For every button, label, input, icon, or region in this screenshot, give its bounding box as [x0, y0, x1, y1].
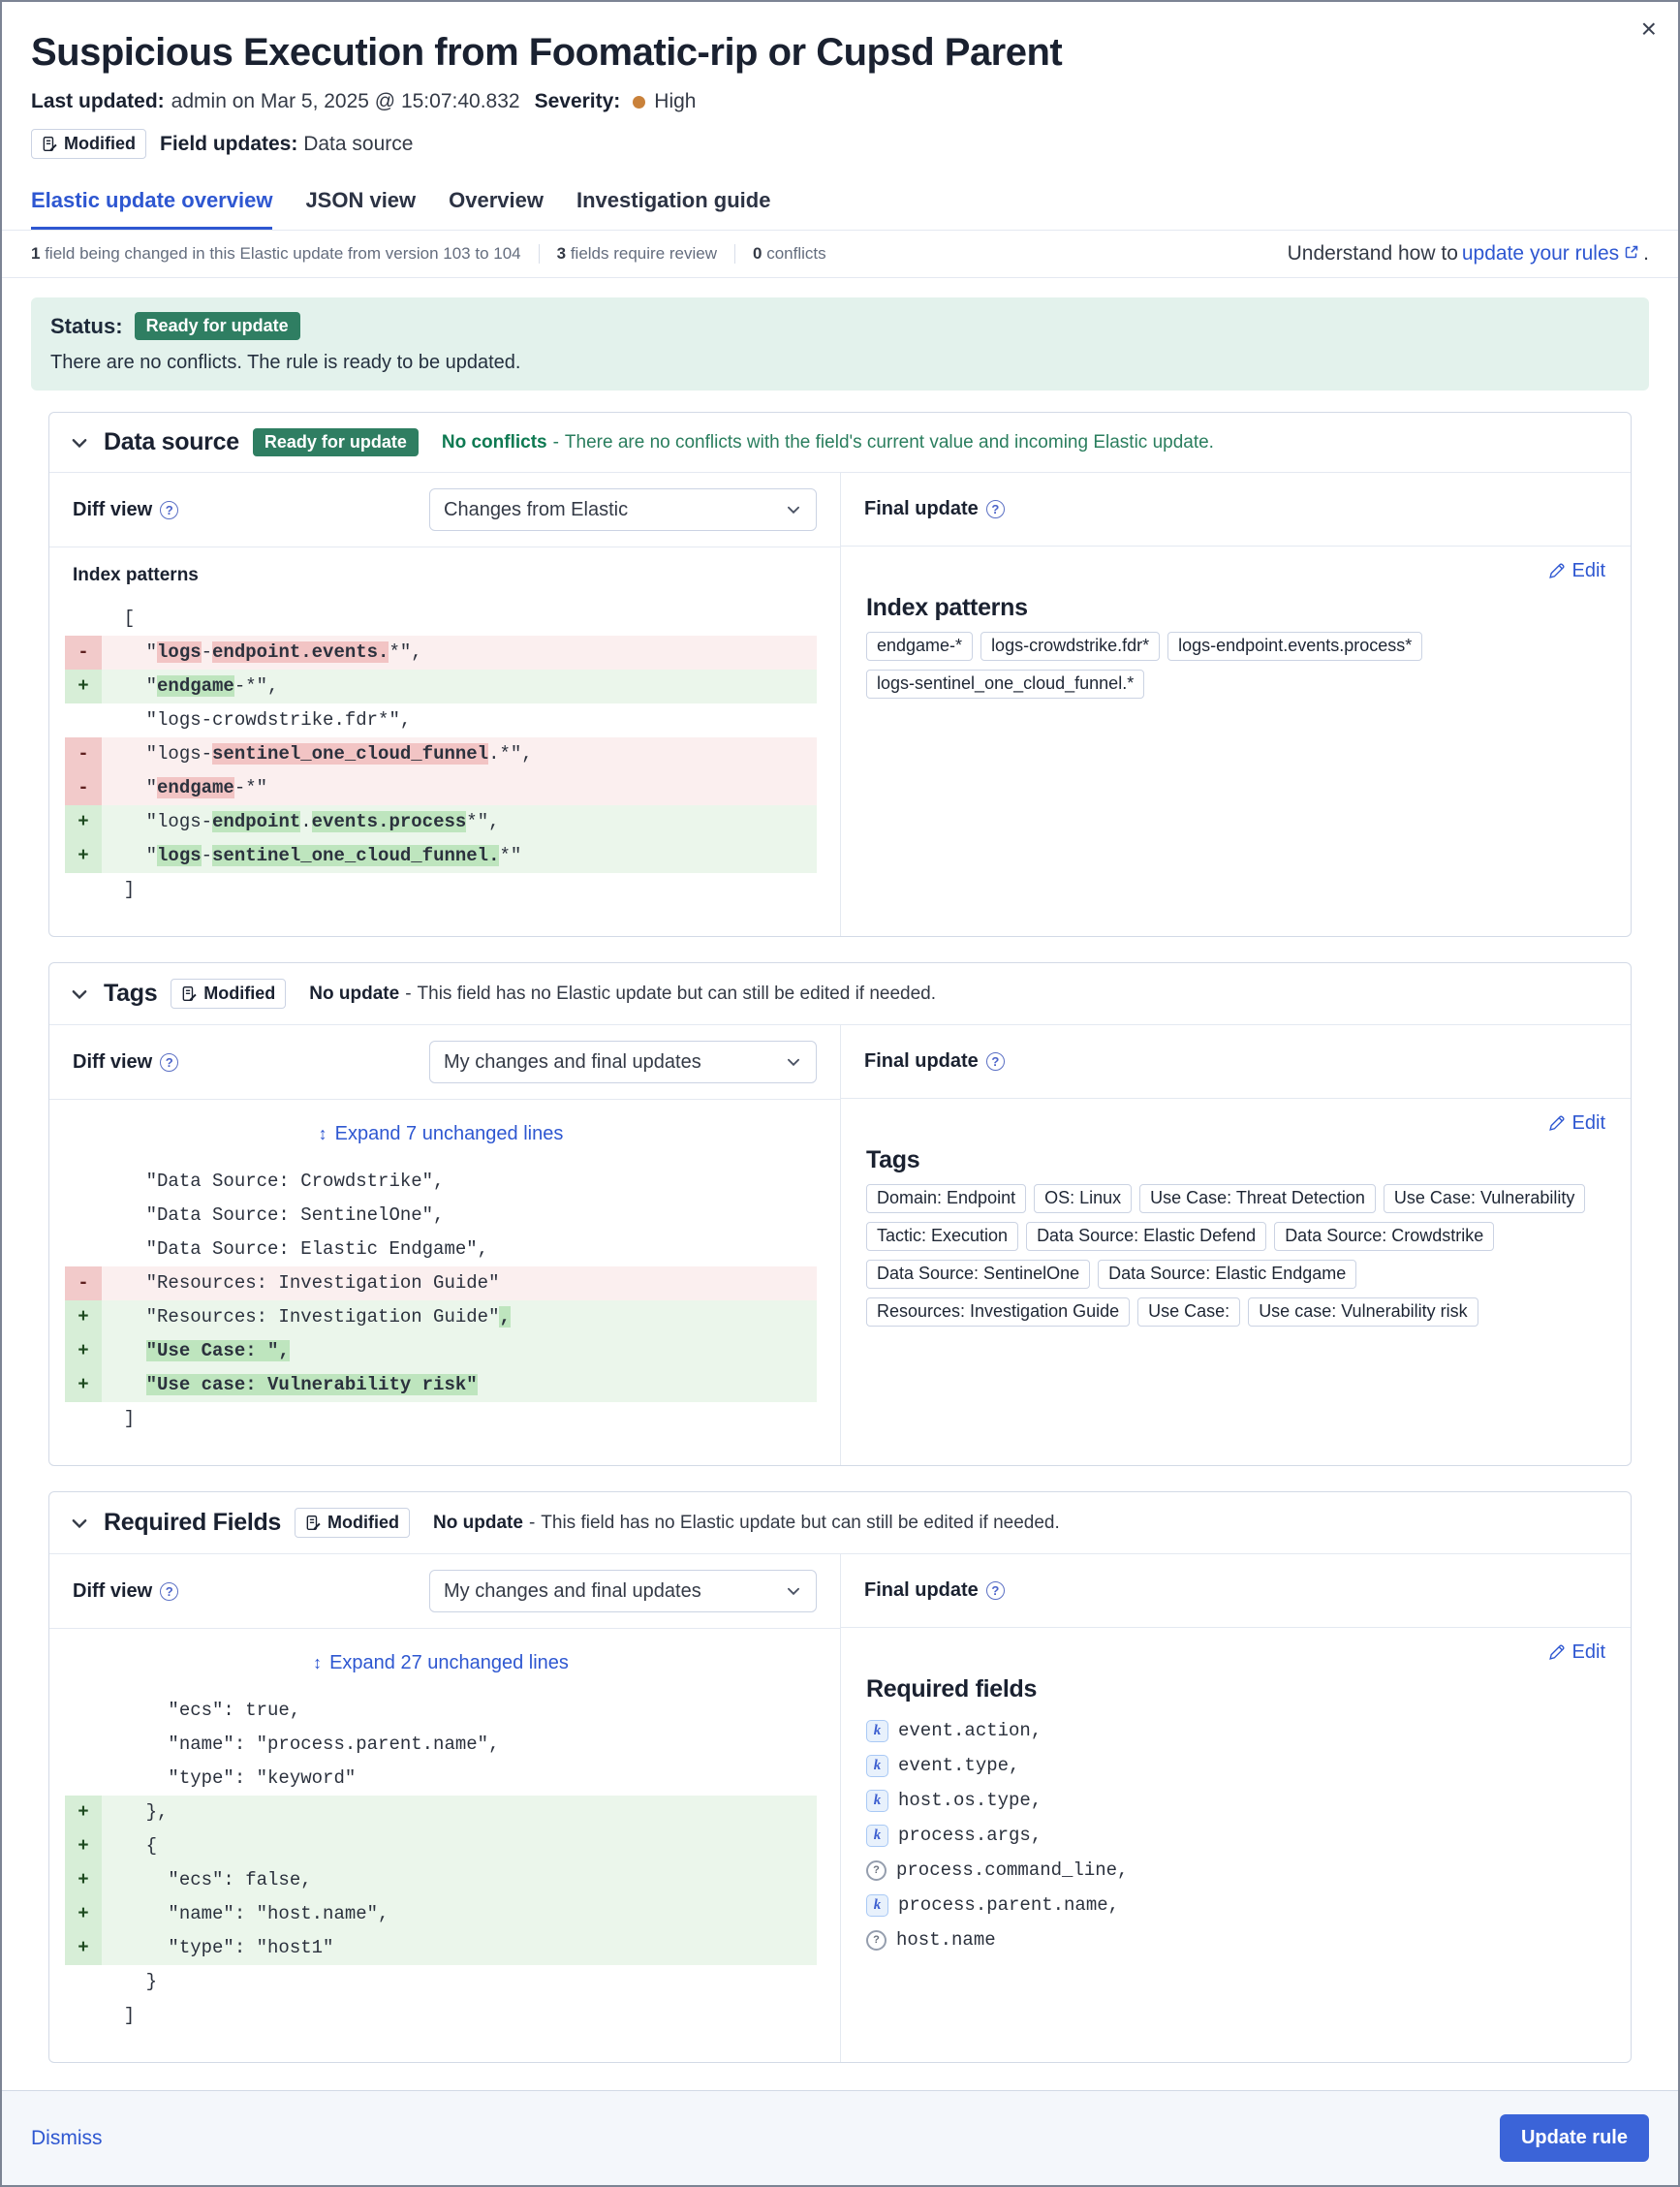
required-field-name: process.parent.name,: [898, 1894, 1120, 1916]
status-label: Status:: [50, 313, 123, 338]
index-pattern-badges: [866, 632, 1605, 699]
diff-code: "logs-sentinel_one_cloud_funnel.*": [102, 845, 522, 866]
index-pattern-badge: logs-crowdstrike.fdr*: [980, 632, 1160, 661]
section-data-source: [48, 412, 1632, 937]
tag-badge: Tactic: Execution: [866, 1222, 1018, 1251]
required-field-name: host.name: [896, 1929, 996, 1951]
expand-icon: ↕: [318, 1124, 327, 1143]
diff-code: {: [102, 1835, 158, 1857]
diff-gutter: -: [65, 771, 102, 805]
modified-doc-icon: [305, 1515, 322, 1531]
diff-line: [65, 1728, 817, 1762]
diff-gutter: +: [65, 805, 102, 839]
diff-line: [65, 1233, 817, 1266]
chevron-down-icon[interactable]: [69, 984, 90, 1005]
diff-code: "ecs": true,: [102, 1700, 301, 1721]
chevron-down-icon: [785, 501, 802, 518]
update-stats: [31, 244, 844, 264]
tag-badge: Data Source: Crowdstrike: [1274, 1222, 1494, 1251]
final-update-column: [840, 1554, 1631, 2062]
tag-badge: Use case: Vulnerability risk: [1248, 1297, 1478, 1327]
diff-view-select[interactable]: My changes and final updates: [429, 1041, 817, 1083]
diff-code: "logs-endpoint.events.process*",: [102, 811, 500, 832]
diff-line: [65, 1965, 817, 1999]
status-badge: Ready for update: [135, 312, 300, 340]
diff-gutter: -: [65, 636, 102, 670]
diff-line: [65, 636, 817, 670]
stat-fields-require-review: 3 fields require review: [539, 244, 734, 264]
tab-overview[interactable]: Overview: [449, 188, 544, 212]
final-heading: Required fields: [866, 1675, 1038, 1703]
diff-code: ]: [102, 879, 136, 900]
tag-badge: Domain: Endpoint: [866, 1184, 1026, 1213]
diff-line: [65, 1368, 817, 1402]
diff-gutter: [65, 1199, 102, 1233]
final-heading: Index patterns: [866, 594, 1028, 621]
diff-gutter: +: [65, 1897, 102, 1931]
stat-conflicts: 0 conflicts: [734, 244, 844, 264]
modified-row: [31, 129, 1649, 159]
update-your-rules-link[interactable]: update your rules: [1462, 242, 1639, 266]
info-strip: [2, 230, 1678, 278]
diff-gutter: [65, 1694, 102, 1728]
update-rule-button[interactable]: Update rule: [1500, 2114, 1649, 2162]
tab-elastic-update-overview[interactable]: Elastic update overview: [31, 188, 272, 230]
tab-bar: [2, 182, 1678, 230]
diff-gutter: [65, 1402, 102, 1436]
required-field-row: [866, 1853, 1605, 1888]
close-icon[interactable]: ×: [1640, 14, 1657, 44]
diff-column: [49, 1554, 840, 2062]
stat-fields-changed: 1 field being changed in this Elastic update from version 103 to 104: [31, 244, 521, 263]
diff-view-select[interactable]: My changes and final updates: [429, 1570, 817, 1612]
diff-gutter: [65, 703, 102, 737]
diff-line: [65, 1402, 817, 1436]
index-patterns-diff: [65, 602, 817, 907]
diff-gutter: [65, 1762, 102, 1796]
diff-gutter: -: [65, 737, 102, 771]
diff-gutter: +: [65, 670, 102, 703]
external-link-icon: [1624, 242, 1639, 266]
tags-diff: [65, 1165, 817, 1436]
help-icon[interactable]: ?: [986, 1581, 1005, 1600]
diff-view-label: Diff view ?: [73, 1580, 178, 1603]
dismiss-button[interactable]: Dismiss: [31, 2126, 103, 2149]
diff-line: [65, 1999, 817, 2033]
final-heading: Tags: [866, 1146, 920, 1173]
update-help: [1288, 242, 1649, 266]
diff-code: "Use Case: ",: [145, 1340, 290, 1361]
section-title: Data source: [104, 428, 239, 455]
diff-code: "endgame-*",: [102, 675, 279, 697]
diff-line: [65, 602, 817, 636]
final-update-label: Final update ?: [864, 1579, 1005, 1602]
severity-dot-icon: [633, 96, 645, 109]
diff-view-select[interactable]: Changes from Elastic: [429, 488, 817, 531]
diff-code: "logs-crowdstrike.fdr*",: [102, 709, 412, 731]
modified-badge: Modified: [295, 1508, 410, 1538]
last-updated-value: admin on Mar 5, 2025 @ 15:07:40.832: [171, 90, 520, 112]
modified-doc-icon: [42, 136, 58, 152]
modified-badge-label: Modified: [64, 134, 136, 153]
diff-gutter: +: [65, 1931, 102, 1965]
required-field-row: [866, 1888, 1605, 1922]
diff-gutter: +: [65, 1863, 102, 1897]
index-pattern-badge: logs-endpoint.events.process*: [1167, 632, 1422, 661]
help-icon[interactable]: ?: [986, 1052, 1005, 1071]
keyword-field-icon: k: [866, 1755, 888, 1777]
required-field-row: [866, 1783, 1605, 1818]
diff-line: [65, 805, 817, 839]
diff-subheading: Index patterns: [73, 565, 199, 585]
diff-gutter: [65, 873, 102, 907]
diff-line: [65, 771, 817, 805]
diff-gutter: -: [65, 1266, 102, 1300]
tag-badge: Use Case:: [1137, 1297, 1240, 1327]
edit-button[interactable]: Edit: [1548, 560, 1605, 582]
help-icon[interactable]: ?: [160, 501, 178, 519]
diff-code: "Resources: Investigation Guide": [102, 1272, 500, 1294]
keyword-field-icon: k: [866, 1894, 888, 1917]
tag-badge: Data Source: Elastic Endgame: [1098, 1260, 1356, 1289]
diff-line: [65, 1199, 817, 1233]
chevron-down-icon: [785, 1053, 802, 1071]
diff-code: "type": "keyword": [102, 1767, 357, 1789]
diff-column: [49, 1025, 840, 1465]
diff-code: "Data Source: Elastic Endgame",: [102, 1238, 489, 1260]
unknown-field-icon: ?: [866, 1860, 887, 1881]
diff-code: ]: [102, 2005, 136, 2026]
diff-line: [65, 1796, 817, 1829]
diff-line: [65, 670, 817, 703]
diff-code: "logs-endpoint.events.*",: [102, 641, 422, 663]
diff-code: "name": "host.name",: [102, 1903, 389, 1924]
help-prefix: Understand how to: [1287, 242, 1458, 265]
status-message: There are no conflicts. The rule is ready to be updated.: [50, 352, 521, 373]
ready-for-update-badge: Ready for update: [253, 428, 419, 456]
diff-line: [65, 1694, 817, 1728]
section-status: No conflicts - There are no conflicts with the field's current value and incoming Elastic update.: [441, 431, 1214, 453]
required-field-row: [866, 1713, 1605, 1748]
diff-line: [65, 1300, 817, 1334]
tag-badge: OS: Linux: [1034, 1184, 1132, 1213]
diff-code: "logs-sentinel_one_cloud_funnel.*",: [102, 743, 533, 765]
field-updates: [160, 133, 413, 156]
diff-line: [65, 1762, 817, 1796]
required-field-name: process.command_line,: [896, 1859, 1129, 1881]
pencil-icon: [1548, 1115, 1565, 1132]
tab-json-view[interactable]: JSON view: [305, 188, 417, 212]
required-field-name: host.os.type,: [898, 1790, 1042, 1811]
diff-line: [65, 737, 817, 771]
diff-gutter: +: [65, 1829, 102, 1863]
section-title: Required Fields: [104, 1509, 282, 1536]
keyword-field-icon: k: [866, 1790, 888, 1812]
diff-code: "Use case: Vulnerability risk": [145, 1374, 478, 1395]
diff-gutter: [65, 1233, 102, 1266]
data-source-header: [49, 413, 1631, 473]
dialog-footer: [2, 2090, 1678, 2185]
modified-badge: Modified: [171, 979, 286, 1009]
chevron-down-icon[interactable]: [69, 432, 90, 453]
field-updates-label: Field updates:: [160, 132, 298, 155]
diff-gutter: [65, 1965, 102, 1999]
diff-line: [65, 1863, 817, 1897]
diff-code: ]: [102, 1408, 136, 1429]
index-pattern-badge: logs-sentinel_one_cloud_funnel.*: [866, 670, 1144, 699]
diff-code: "name": "process.parent.name",: [102, 1734, 500, 1755]
tag-badge: Data Source: Elastic Defend: [1026, 1222, 1266, 1251]
severity-label: Severity:: [534, 90, 621, 112]
last-updated-label: Last updated:: [31, 90, 165, 112]
help-icon[interactable]: ?: [160, 1582, 178, 1601]
required-field-row: [866, 1748, 1605, 1783]
pencil-icon: [1548, 563, 1565, 579]
status-panel: [31, 297, 1649, 391]
rule-meta: [31, 90, 1649, 113]
diff-code: },: [102, 1801, 169, 1823]
required-field-name: event.action,: [898, 1720, 1042, 1741]
required-field-row: [866, 1818, 1605, 1853]
edit-button[interactable]: Edit: [1548, 1112, 1605, 1135]
tag-badges: [866, 1184, 1605, 1327]
expand-unchanged-lines-link[interactable]: ↕ Expand 7 unchanged lines: [318, 1123, 564, 1144]
modified-badge: [31, 129, 146, 159]
page-title: Suspicious Execution from Foomatic-rip or Cupsd Parent: [31, 31, 1063, 74]
diff-line: [65, 1897, 817, 1931]
required-field-row: [866, 1922, 1605, 1957]
diff-gutter: +: [65, 1300, 102, 1334]
diff-line: [65, 1266, 817, 1300]
expand-unchanged-lines-link[interactable]: ↕ Expand 27 unchanged lines: [313, 1652, 569, 1673]
chevron-down-icon: [785, 1582, 802, 1600]
diff-column: [49, 473, 840, 936]
chevron-down-icon[interactable]: [69, 1513, 90, 1534]
dialog-header: [2, 2, 1678, 159]
diff-code: "Data Source: SentinelOne",: [102, 1204, 445, 1226]
help-suffix: .: [1643, 242, 1649, 265]
expand-icon: ↕: [313, 1653, 323, 1672]
required-fields-diff: [65, 1694, 817, 2033]
diff-gutter: +: [65, 839, 102, 873]
unknown-field-icon: ?: [866, 1930, 887, 1951]
tag-badge: Use Case: Vulnerability: [1384, 1184, 1585, 1213]
diff-gutter: [65, 602, 102, 636]
field-updates-value: Data source: [303, 132, 414, 155]
diff-line: [65, 1829, 817, 1863]
pencil-icon: [1548, 1644, 1565, 1661]
help-icon[interactable]: ?: [160, 1053, 178, 1072]
section-status: No update - This field has no Elastic update but can still be edited if needed.: [433, 1512, 1060, 1533]
help-icon[interactable]: ?: [986, 500, 1005, 518]
keyword-field-icon: k: [866, 1720, 888, 1742]
diff-gutter: [65, 1728, 102, 1762]
severity-value: High: [654, 90, 697, 112]
diff-line: [65, 703, 817, 737]
diff-code: "Resources: Investigation Guide",: [102, 1306, 511, 1328]
required-fields-header: [49, 1492, 1631, 1554]
tab-investigation-guide[interactable]: Investigation guide: [576, 188, 771, 212]
diff-view-label: Diff view ?: [73, 499, 178, 521]
diff-line: [65, 873, 817, 907]
final-update-label: Final update ?: [864, 498, 1005, 520]
diff-code: [: [102, 608, 136, 629]
tag-badge: Use Case: Threat Detection: [1139, 1184, 1376, 1213]
keyword-field-icon: k: [866, 1825, 888, 1847]
diff-code: "type": "host1": [102, 1937, 334, 1958]
diff-gutter: +: [65, 1334, 102, 1368]
section-required-fields: [48, 1491, 1632, 2063]
required-field-name: event.type,: [898, 1755, 1020, 1776]
diff-line: [65, 1334, 817, 1368]
tags-header: [49, 963, 1631, 1025]
tag-badge: Data Source: SentinelOne: [866, 1260, 1090, 1289]
required-fields-list: [866, 1713, 1605, 1957]
final-update-column: [840, 473, 1631, 936]
diff-code: }: [102, 1971, 158, 1992]
diff-gutter: [65, 1165, 102, 1199]
final-update-label: Final update ?: [864, 1050, 1005, 1073]
edit-button[interactable]: Edit: [1548, 1641, 1605, 1664]
modified-doc-icon: [181, 985, 198, 1002]
diff-code: "Data Source: Crowdstrike",: [102, 1171, 445, 1192]
final-update-column: [840, 1025, 1631, 1465]
diff-gutter: +: [65, 1368, 102, 1402]
tag-badge: Resources: Investigation Guide: [866, 1297, 1130, 1327]
diff-view-label: Diff view ?: [73, 1051, 178, 1074]
section-status: No update - This field has no Elastic update but can still be edited if needed.: [309, 983, 937, 1004]
diff-line: [65, 1931, 817, 1965]
required-field-name: process.args,: [898, 1825, 1042, 1846]
diff-code: "ecs": false,: [102, 1869, 312, 1890]
diff-gutter: [65, 1999, 102, 2033]
diff-line: [65, 839, 817, 873]
diff-gutter: +: [65, 1796, 102, 1829]
index-pattern-badge: endgame-*: [866, 632, 973, 661]
section-tags: [48, 962, 1632, 1466]
diff-line: [65, 1165, 817, 1199]
section-title: Tags: [104, 980, 158, 1007]
diff-code: "endgame-*": [102, 777, 268, 798]
